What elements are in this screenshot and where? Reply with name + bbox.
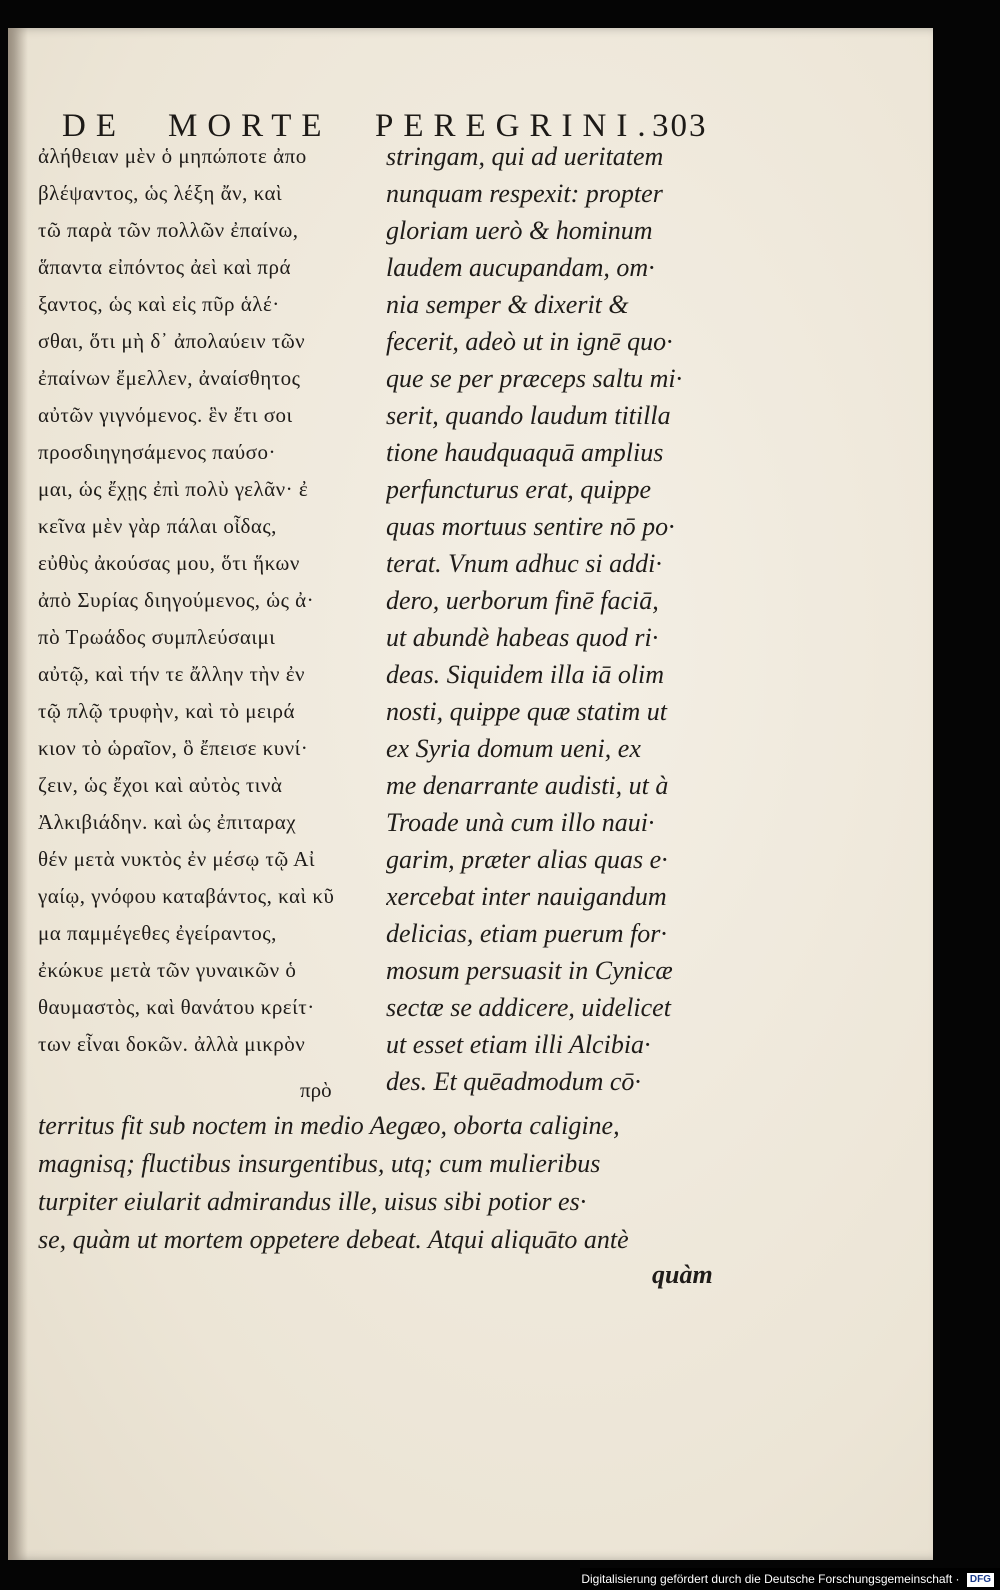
latin-line: gloriam uerò & hominum bbox=[386, 216, 653, 245]
greek-column bbox=[38, 138, 368, 1063]
greek-line: γαίῳ, γνόφου καταβάντος, καὶ κῦ bbox=[38, 884, 335, 908]
header-word-morte: MORTE bbox=[168, 108, 332, 144]
full-line: turpiter eiularit admirandus ille, uisus sibi potior es· bbox=[38, 1187, 587, 1216]
greek-line: ἀπὸ Συρίας διηγούμενος, ὡς ἀ· bbox=[38, 588, 315, 612]
greek-line: τῶ παρὰ τῶν πολλῶν ἐπαίνω, bbox=[38, 218, 299, 242]
greek-line: ξαντος, ὡς καὶ εἰς πῦρ ἁλέ· bbox=[38, 292, 280, 316]
greek-line: εὐθὺς ἀκούσας μου, ὅτι ἥκων bbox=[38, 551, 300, 575]
greek-line: κιον τὸ ὡραῖον, ὃ ἔπεισε κυνί· bbox=[38, 736, 309, 760]
latin-line: ut esset etiam illi Alcibia· bbox=[386, 1030, 651, 1059]
latin-line: fecerit, adeò ut in ignē quo· bbox=[386, 327, 673, 356]
greek-line: θαυμαστὸς, καὶ θανάτου κρείτ· bbox=[38, 995, 315, 1019]
full-line: territus fit sub noctem in medio Aegæo, oborta caligine, bbox=[38, 1111, 620, 1140]
latin-line: que se per præceps saltu mi· bbox=[386, 364, 683, 393]
greek-line: ἐκώκυε μετὰ τῶν γυναικῶν ὁ bbox=[38, 958, 297, 982]
latin-line: stringam, qui ad ueritatem bbox=[386, 142, 664, 171]
latin-line: mosum persuasit in Cynicæ bbox=[386, 956, 673, 985]
latin-line: delicias, etiam puerum for· bbox=[386, 919, 667, 948]
full-line: magnisq; fluctibus insurgentibus, utq; cum mulieribus bbox=[38, 1149, 601, 1178]
greek-line: ἐπαίνων ἔμελλεν, ἀναίσθητος bbox=[38, 366, 301, 390]
greek-line: αὐτῶν γιγνόμενος. ἓν ἔτι σοι bbox=[38, 403, 293, 427]
greek-line: των εἶναι δοκῶν. ἀλλὰ μικρὸν bbox=[38, 1032, 306, 1056]
greek-line: μα παμμέγεθες ἐγείραντος, bbox=[38, 921, 277, 945]
latin-line: ut abundè habeas quod ri· bbox=[386, 623, 659, 652]
greek-line: βλέψαντος, ὡς λέξη ἄν, καὶ bbox=[38, 181, 283, 205]
dfg-logo: DFG bbox=[967, 1573, 994, 1587]
greek-line: ἅπαντα εἰπόντος ἀεὶ καὶ πρά bbox=[38, 255, 291, 279]
latin-line: ex Syria domum ueni, ex bbox=[386, 734, 641, 763]
latin-line: quas mortuus sentire nō po· bbox=[386, 512, 675, 541]
page-number: 303 bbox=[652, 108, 708, 144]
latin-line: garim, præter alias quas e· bbox=[386, 845, 668, 874]
latin-line: laudem aucupandam, om· bbox=[386, 253, 655, 282]
page-gutter-shadow bbox=[8, 28, 28, 1560]
latin-line: terat. Vnum adhuc si addi· bbox=[386, 549, 662, 578]
header-word-peregrini: PEREGRINI. bbox=[375, 108, 656, 144]
greek-line: ἀλήθειαν μὲν ὁ μηπώποτε ἀπο bbox=[38, 144, 307, 168]
greek-line: μαι, ὡς ἔχῃς ἐπὶ πολὺ γελᾶν· ἐ bbox=[38, 477, 309, 501]
full-line: se, quàm ut mortem oppetere debeat. Atqui aliquāto antè bbox=[38, 1225, 629, 1254]
latin-column bbox=[386, 138, 716, 1100]
greek-line: θέν μετὰ νυκτὸς ἐν μέσῳ τῷ Αἰ bbox=[38, 847, 316, 871]
latin-line: xercebat inter nauigandum bbox=[386, 882, 667, 911]
latin-line: Troade unà cum illo naui· bbox=[386, 808, 655, 837]
latin-line: sectæ se addicere, uidelicet bbox=[386, 993, 671, 1022]
latin-line: serit, quando laudum titilla bbox=[386, 401, 671, 430]
latin-line: tione haudquaquā amplius bbox=[386, 438, 664, 467]
greek-line: αὐτῷ, καὶ τήν τε ἄλλην τὴν ἐν bbox=[38, 662, 306, 686]
catchword: quàm bbox=[652, 1260, 713, 1289]
greek-line: σθαι, ὅτι μὴ δ᾽ ἀπολαύειν τῶν bbox=[38, 329, 306, 353]
latin-line: perfuncturus erat, quippe bbox=[386, 475, 652, 504]
greek-line: πὸ Τρωάδος συμπλεύσαιμι bbox=[38, 625, 276, 649]
greek-catchword: πρὸ bbox=[300, 1078, 332, 1102]
greek-line: προσδιηγησάμενος παύσο· bbox=[38, 440, 276, 464]
latin-line: nosti, quippe quæ statim ut bbox=[386, 697, 667, 726]
latin-line: me denarrante audisti, ut à bbox=[386, 771, 669, 800]
greek-line: Ἀλκιβιάδην. καὶ ὡς ἐπιταραχ bbox=[38, 810, 297, 834]
greek-line: κεῖνα μὲν γὰρ πάλαι οἶδας, bbox=[38, 514, 277, 538]
latin-line: nunquam respexit: propter bbox=[386, 179, 663, 208]
latin-line: dero, uerborum finē faciā, bbox=[386, 586, 659, 615]
header-word-de: DE bbox=[62, 108, 126, 144]
latin-line: des. Et quēadmodum cō· bbox=[386, 1067, 641, 1096]
full-width-text bbox=[38, 1107, 718, 1259]
latin-line: nia semper & dixerit & bbox=[386, 290, 629, 319]
credit-text: Digitalisierung gefördert durch die Deutsche Forschungsgemeinschaft · bbox=[581, 1572, 960, 1586]
digitization-credit-bar bbox=[580, 1568, 1000, 1590]
greek-line: ζειν, ὡς ἔχοι καὶ αὐτὸς τινὰ bbox=[38, 773, 283, 797]
latin-line: deas. Siquidem illa iā olim bbox=[386, 660, 665, 689]
greek-line: τῷ πλῷ τρυφὴν, καὶ τὸ μειρά bbox=[38, 699, 295, 723]
